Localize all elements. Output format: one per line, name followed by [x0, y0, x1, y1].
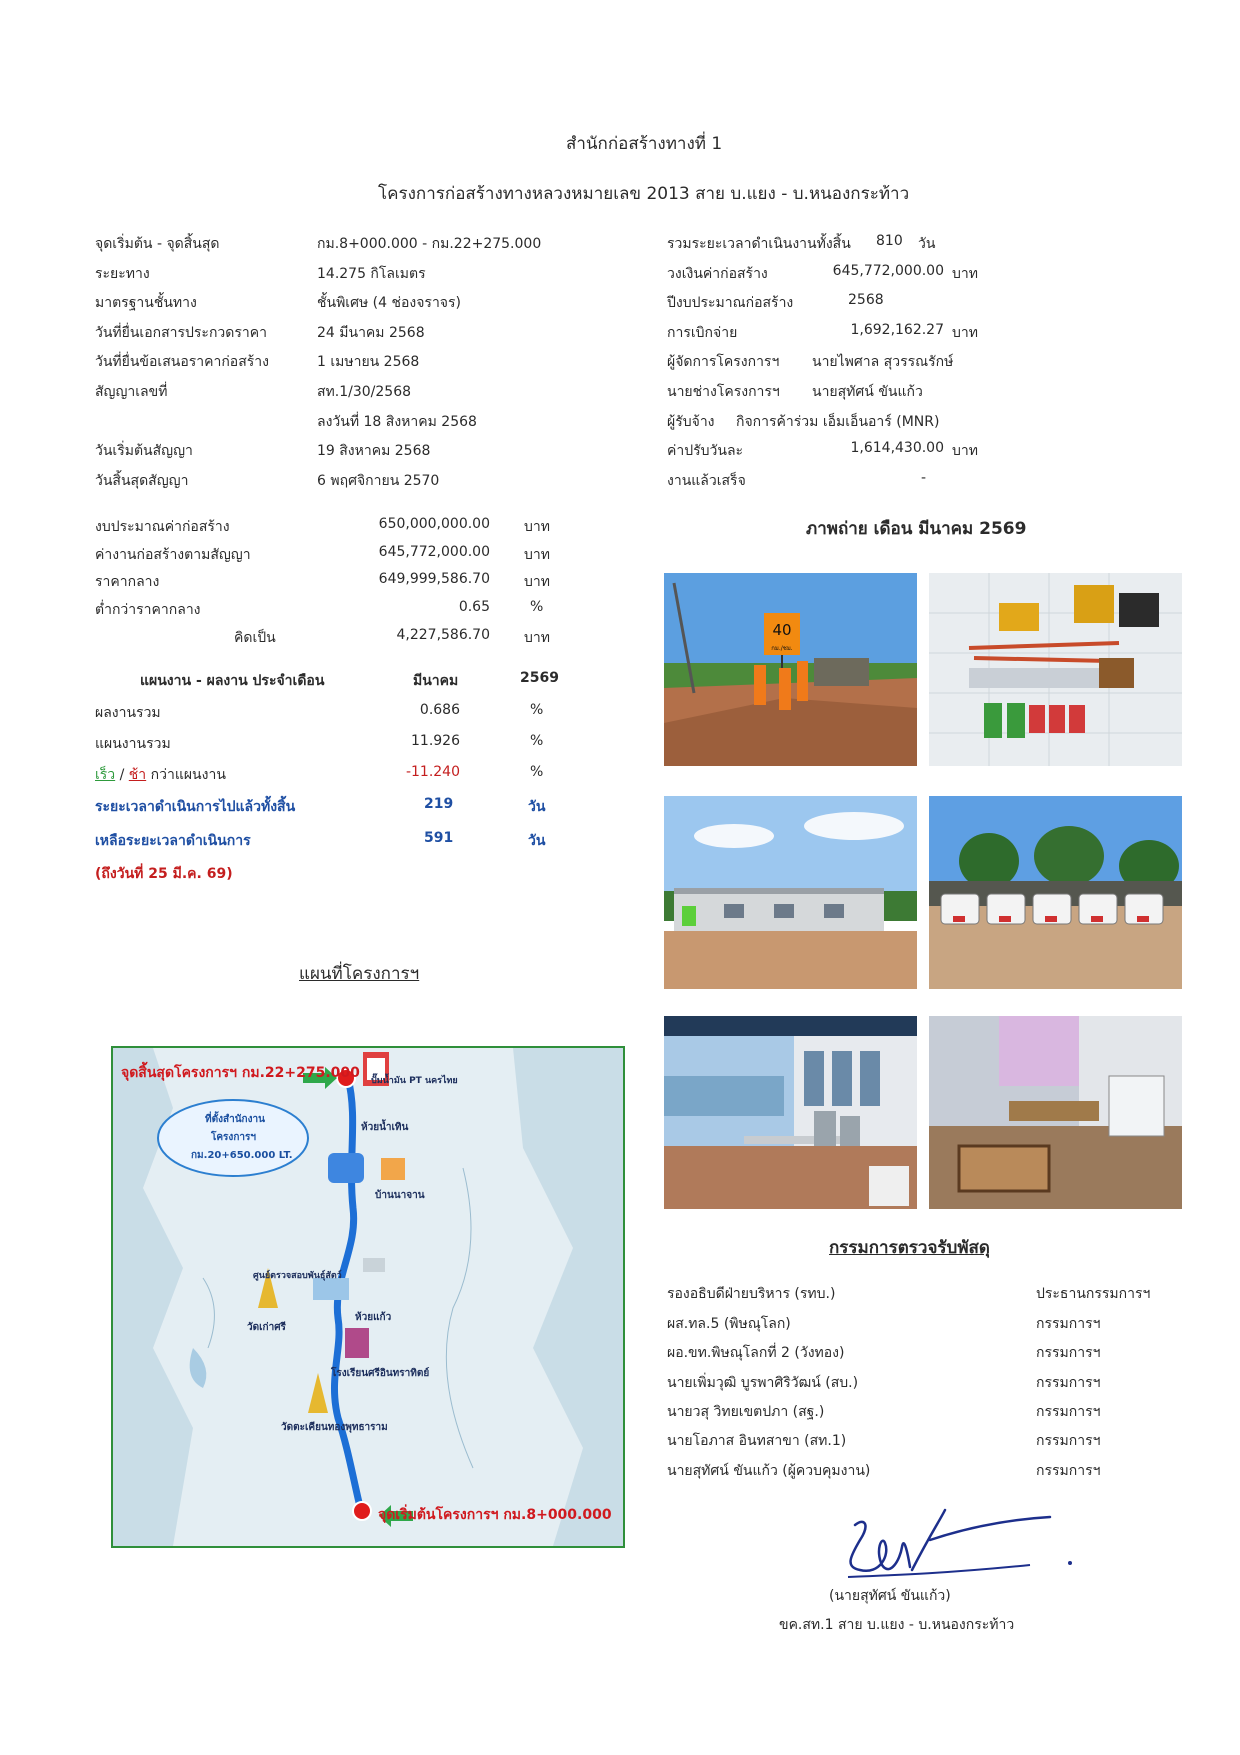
info-label: นายช่างโครงการฯ: [667, 384, 780, 400]
photo-road-workers: [664, 573, 917, 766]
info-value: ชั้นพิเศษ (4 ช่องจราจร): [317, 295, 461, 311]
elapsed-unit: วัน: [528, 799, 546, 815]
map-start-point-label: จุดเริ่มต้นโครงการฯ กม.8+000.000: [378, 1507, 612, 1523]
budget-value: 0.65: [458, 599, 490, 615]
photo-equipment-room: [929, 1016, 1182, 1209]
plan-label: แผนงานรวม: [95, 736, 171, 752]
member-role: กรรมการฯ: [1036, 1375, 1101, 1391]
actual-label: ผลงานรวม: [95, 705, 161, 721]
diff-unit: %: [530, 764, 544, 780]
budget-unit: บาท: [524, 630, 550, 646]
remaining-unit: วัน: [528, 833, 546, 849]
photo-site-office: [664, 796, 917, 989]
info-unit: บาท: [952, 266, 978, 282]
remaining-label: เหลือระยะเวลาดำเนินการ: [95, 833, 251, 849]
as-of-date: (ถึงวันที่ 25 มี.ค. 69): [95, 866, 233, 882]
sign-unit: กม./ชม.: [771, 645, 793, 652]
project-title: โครงการก่อสร้างทางหลวงหมายเลข 2013 สาย บ.แยง - บ.หนองกระท้าว: [378, 184, 910, 204]
info-value: ลงวันที่ 18 สิงหาคม 2568: [317, 414, 477, 430]
member-role: กรรมการฯ: [1036, 1463, 1101, 1479]
budget-label: งบประมาณค่าก่อสร้าง: [95, 519, 230, 535]
budget-value: 650,000,000.00: [378, 516, 490, 532]
place-label: บ้านนาจาน: [375, 1190, 425, 1201]
info-value: 645,772,000.00: [832, 263, 944, 279]
member-name: ผส.ทล.5 (พิษณุโลก): [667, 1316, 791, 1332]
diff-value: -11.240: [405, 764, 460, 780]
member-name: นายสุทัศน์ ขันแก้ว (ผู้ควบคุมงาน): [667, 1463, 871, 1479]
info-unit: วัน: [918, 236, 936, 252]
office-title: สำนักก่อสร้างทางที่ 1: [566, 134, 723, 154]
info-label: รวมระยะเวลาดำเนินงานทั้งสิ้น: [667, 236, 851, 252]
sign-speed: 40: [772, 621, 792, 639]
info-unit: บาท: [952, 443, 978, 459]
budget-unit: บาท: [524, 547, 550, 563]
progress-heading: แผนงาน - ผลงาน ประจำเดือน: [140, 673, 325, 689]
photo-pickup-trucks: [929, 796, 1182, 989]
info-label: ผู้รับจ้าง: [667, 414, 715, 430]
plan-unit: %: [530, 733, 544, 749]
photos-title: ภาพถ่าย เดือน มีนาคม 2569: [806, 519, 1027, 539]
photo-survey-equipment: [929, 573, 1182, 766]
project-map: [111, 1046, 625, 1548]
member-name: รองอธิบดีฝ่ายบริหาร (รทบ.): [667, 1286, 836, 1302]
fast-slow-label: [95, 764, 226, 786]
info-value: -: [921, 470, 927, 486]
member-role: กรรมการฯ: [1036, 1433, 1101, 1449]
progress-year: 2569: [520, 670, 559, 686]
info-label: สัญญาเลขที่: [95, 384, 168, 400]
budget-value: 645,772,000.00: [378, 544, 490, 560]
budget-unit: บาท: [524, 519, 550, 535]
info-value: 1,692,162.27: [850, 322, 944, 338]
elapsed-value: 219: [424, 796, 454, 812]
slow-label: ช้า: [128, 767, 147, 783]
info-value: 24 มีนาคม 2568: [317, 325, 425, 341]
member-name: นายเพิ่มวุฒิ บูรพาศิริวัฒน์ (สบ.): [667, 1375, 859, 1391]
info-value: 6 พฤศจิกายน 2570: [317, 473, 440, 489]
actual-unit: %: [530, 702, 544, 718]
place-label: ศูนย์ตรวจสอบพันธุ์สัตว์: [253, 1271, 342, 1281]
info-value: นายสุทัศน์ ขันแก้ว: [812, 384, 923, 400]
actual-value: 0.686: [419, 702, 460, 718]
fast-label: เร็ว: [95, 767, 116, 783]
elapsed-label: ระยะเวลาดำเนินการไปแล้วทั้งสิ้น: [95, 799, 296, 815]
info-unit: บาท: [952, 325, 978, 341]
info-label: งานแล้วเสร็จ: [667, 473, 746, 489]
info-label: วงเงินค่าก่อสร้าง: [667, 266, 768, 282]
info-value: นายไพศาล สุวรรณรักษ์: [812, 354, 954, 370]
info-value: 19 สิงหาคม 2568: [317, 443, 431, 459]
budget-unit: บาท: [524, 574, 550, 590]
plan-value: 11.926: [411, 733, 460, 749]
info-value: กิจการค้าร่วม เอ็มเอ็นอาร์ (MNR): [736, 414, 940, 430]
info-value: 14.275 กิโลเมตร: [317, 266, 426, 282]
member-role: กรรมการฯ: [1036, 1316, 1101, 1332]
info-value: สท.1/30/2568: [317, 384, 412, 400]
info-label: ค่าปรับวันละ: [667, 443, 744, 459]
signer-name: (นายสุทัศน์ ขันแก้ว): [829, 1588, 951, 1604]
info-label: วันเริ่มต้นสัญญา: [95, 443, 193, 459]
info-value: 1 เมษายน 2568: [317, 354, 420, 370]
place-label: วัดเก่าศรี: [247, 1322, 286, 1333]
info-label: มาตรฐานชั้นทาง: [95, 295, 197, 311]
place-label: ห้วยน้ำเทิน: [361, 1122, 409, 1133]
member-role: กรรมการฯ: [1036, 1345, 1101, 1361]
member-name: นายโอภาส อินทสาขา (สท.1): [667, 1433, 847, 1449]
place-label: ห้วยแก้ว: [355, 1312, 392, 1323]
info-label: จุดเริ่มต้น - จุดสิ้นสุด: [95, 236, 220, 252]
budget-unit: %: [530, 599, 544, 615]
member-role: ประธานกรรมการฯ: [1036, 1286, 1151, 1302]
info-label: วันที่ยื่นเอกสารประกวดราคา: [95, 325, 267, 341]
info-value: 2568: [848, 292, 884, 308]
info-value: 810: [876, 233, 903, 249]
gas-station-label: ปั๊มน้ำมัน PT นครไทย: [371, 1076, 458, 1086]
photo-office-veranda: [664, 1016, 917, 1209]
map-end-point-label: จุดสิ้นสุดโครงการฯ กม.22+275.000: [121, 1065, 360, 1081]
member-role: กรรมการฯ: [1036, 1404, 1101, 1420]
budget-label: ราคากลาง: [95, 574, 160, 590]
office-label-3: กม.20+650.000 LT.: [191, 1150, 293, 1161]
info-label: วันสิ้นสุดสัญญา: [95, 473, 189, 489]
progress-month: มีนาคม: [413, 673, 459, 689]
info-value: กม.8+000.000 - กม.22+275.000: [317, 236, 542, 252]
budget-label: คิดเป็น: [234, 630, 276, 646]
budget-value: 649,999,586.70: [378, 571, 490, 587]
info-label: ระยะทาง: [95, 266, 150, 282]
vs-plan-label: กว่าแผนงาน: [150, 767, 226, 783]
info-label: การเบิกจ่าย: [667, 325, 738, 341]
info-label: ปีงบประมาณก่อสร้าง: [667, 295, 794, 311]
place-label: โรงเรียนศรีอินทราทิตย์: [331, 1368, 430, 1379]
budget-value: 4,227,586.70: [396, 627, 490, 643]
signer-position: ขค.สท.1 สาย บ.แยง - บ.หนองกระท้าว: [779, 1617, 1015, 1633]
member-name: ผอ.ขท.พิษณุโลกที่ 2 (วังทอง): [667, 1345, 845, 1361]
slash: /: [119, 767, 125, 783]
committee-title: กรรมการตรวจรับพัสดุ: [829, 1238, 990, 1258]
map-title: แผนที่โครงการฯ: [299, 964, 420, 984]
info-label: วันที่ยื่นข้อเสนอราคาก่อสร้าง: [95, 354, 269, 370]
budget-label: ต่ำกว่าราคากลาง: [95, 602, 201, 618]
place-label: วัดตะเคียนทองพุทธาราม: [281, 1422, 388, 1433]
member-name: นายวสุ วิทยเขตปภา (สฐ.): [667, 1404, 825, 1420]
budget-label: ค่างานก่อสร้างตามสัญญา: [95, 547, 251, 563]
info-value: 1,614,430.00: [850, 440, 944, 456]
info-label: ผู้จัดการโครงการฯ: [667, 354, 780, 370]
office-label-1: ที่ตั้งสำนักงาน: [205, 1114, 265, 1125]
remaining-value: 591: [424, 830, 454, 846]
signature-mark: [820, 1495, 1080, 1595]
office-label-2: โครงการฯ: [211, 1132, 256, 1143]
